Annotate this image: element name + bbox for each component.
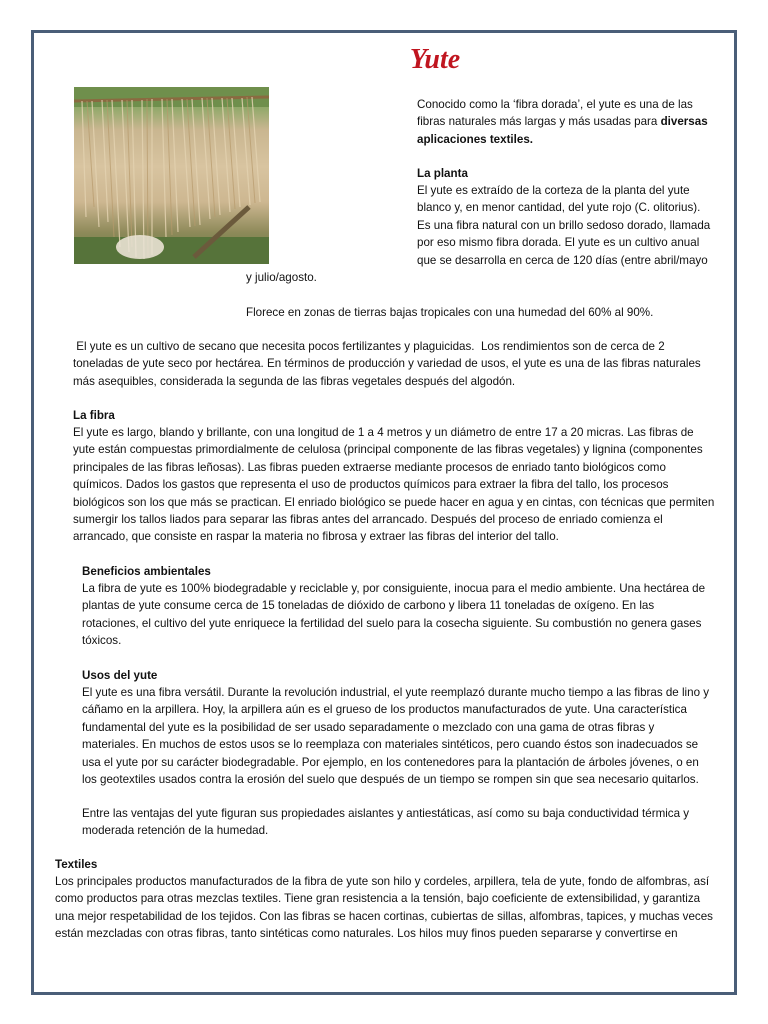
jute-fiber-photo bbox=[74, 87, 269, 264]
usos-paragraph-2: Entre las ventajas del yute figuran sus propiedades aislantes y antiestáticas, así como su baja conductividad térmica y moderada retención de la humedad. bbox=[82, 807, 690, 838]
heading-textiles: Textiles bbox=[55, 858, 98, 871]
intro-text: Conocido como la ‘fibra dorada’, el yute es una de las fibras naturales más largas y más usadas para bbox=[417, 98, 693, 129]
page-title: Yute bbox=[409, 44, 461, 75]
planta-paragraph-3: El yute es un cultivo de secano que necesita pocos fertilizantes y plaguicidas. Los rendimientos son de cerca de 2 toneladas de yute seco por hectárea. En términos de producción y variedad de usos, el yute es una de las fibras naturales más asequibles, considerada la segunda de las fibras vegetales después del algodón. bbox=[73, 340, 704, 388]
intro-paragraph bbox=[417, 96, 713, 148]
beneficios-body: La fibra de yute es 100% biodegradable y reciclable y, por consiguiente, inocua para el medio ambiente. Una hectárea de plantas de yute consume cerca de 15 toneladas de dióxido de carbono y libera 11 toneladas de oxígeno. En las rotaciones, el cultivo del yute enriquece la fertilidad del suelo para la cosecha siguiente. Su combustión no genera gases tóxicos. bbox=[82, 582, 706, 648]
heading-usos: Usos del yute bbox=[82, 669, 158, 682]
planta-body: El yute es extraído de la corteza de la planta del yute blanco y, en menor cantidad, del yute rojo (C. olitorius). Es una fibra natural con un brillo sedoso dorado, llamada por eso mismo fibra dorada. El yute es un cultivo anual que se desarrolla en cerca de 120 días (entre abril/mayo bbox=[417, 184, 711, 267]
jute-fibers-icon bbox=[74, 87, 269, 264]
fibra-body: El yute es largo, blando y brillante, con una longitud de 1 a 4 metros y un diámetro de entre 17 a 20 micras. Las fibras de yute están compuestas primordialmente de celulosa (principal componente de las fibras vegetales) y lignina (componentes principales de las fibras leñosas). Las fibras pueden extraerse mediante procesos de enriado tanto biológicos como químicos. Dados los gastos que representa el uso de productos químicos para extraer la fibra del tallo, los procesos biológicos son los que más se practican. El enriado biológico se puede hacer en agua y en cintas, con técnicas que permiten sumergir los tallos liados para separar las fibras antes del arrancado. Después del proceso de enriado comienza el arrancado, que consiste en raspar la materia no fibrosa y extraer las fibras del interior del tallo. bbox=[73, 426, 715, 544]
usos-body: El yute es una fibra versátil. Durante la revolución industrial, el yute reemplazó durante mucho tiempo a las fibras de lino y cáñamo en la arpillera. Hoy, la arpillera aún es el grueso de los productos manufacturados de yute. Una característica fundamental del yute es la posibilidad de ser usado separadamente o mezclado con una gama de otras fibras y materiales. En muchos de estos usos se lo reemplaza con materiales sintéticos, pero cuando éstos son inadecuados se usa el yute por su carácter biodegradable. Por ejemplo, en los contenedores para la plantación de árboles jóvenes, o en los geotextiles usados contra la erosión del suelo que después de un tiempo se rompen sin que sea necesario quitarlos. bbox=[82, 686, 710, 787]
textiles-body: Los principales productos manufacturados de la fibra de yute son hilo y cordeles, arpillera, tela de yute, fondo de alfombras, así como productos para otras mezclas textiles. Tiene gran resistencia a la tensión, bajo coeficiente de extensibilidad, y garantiza una mejor respetabilidad de los tejidos. Con las fibras se hacen cortinas, cubiertas de sillas, alfombras, tapices, y muchas veces están mezcladas con otras fibras, tanto sintéticas como naturales. Los hilos muy finos pueden separarse y convertirse en bbox=[55, 875, 713, 941]
heading-beneficios: Beneficios ambientales bbox=[82, 565, 211, 578]
heading-la-planta: La planta bbox=[417, 167, 468, 180]
planta-continuation: y julio/agosto. bbox=[246, 271, 317, 284]
intro-bold-text: diversas aplicaciones textiles. bbox=[417, 115, 708, 146]
heading-la-fibra: La fibra bbox=[73, 409, 115, 422]
planta-paragraph-2: Florece en zonas de tierras bajas tropicales con una humedad del 60% al 90%. bbox=[246, 306, 654, 319]
